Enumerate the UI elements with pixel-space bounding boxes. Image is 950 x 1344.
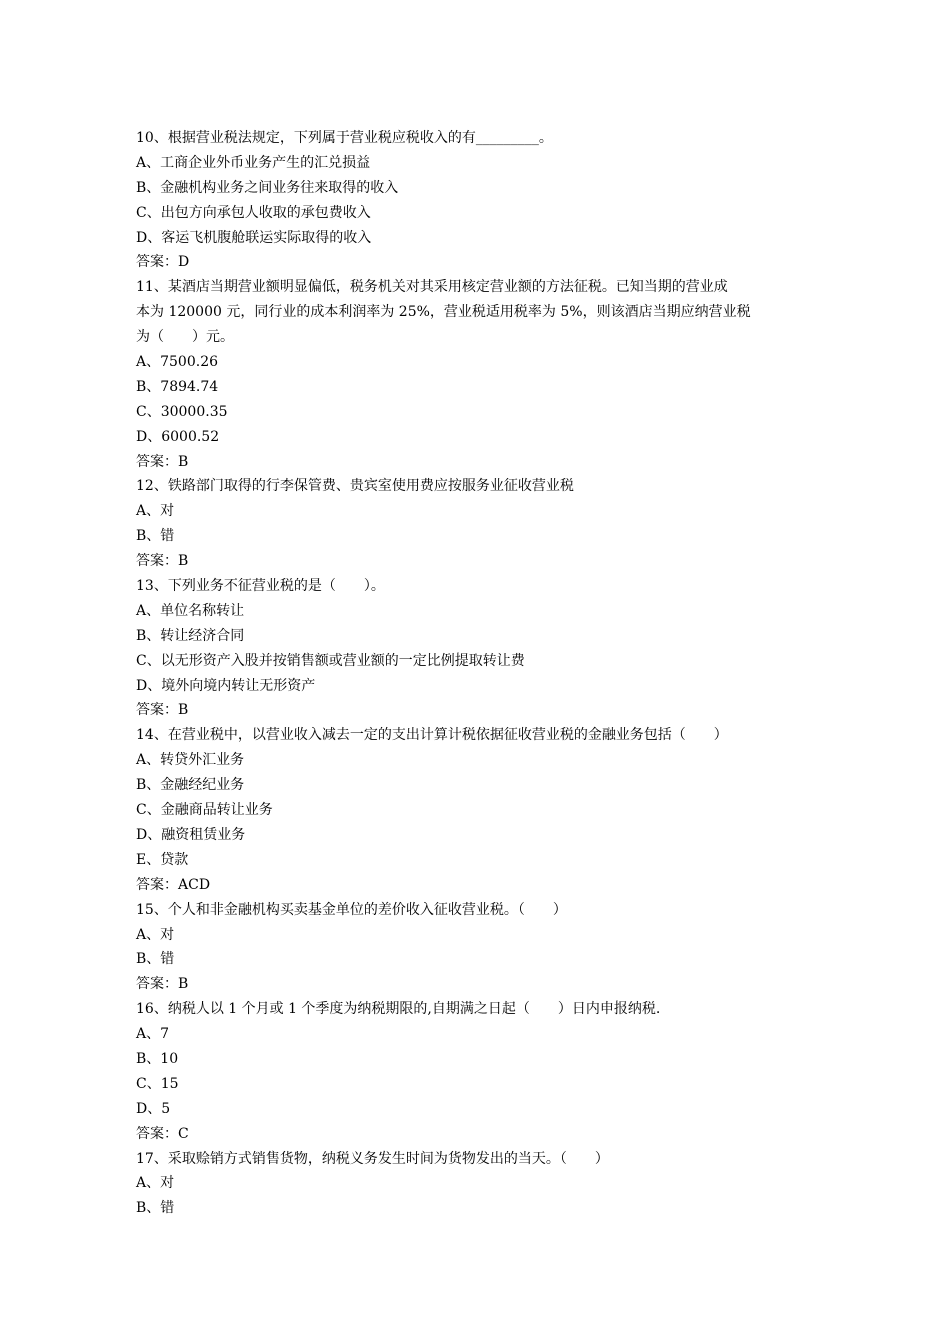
question-10 — [136, 126, 818, 275]
question-12 — [136, 474, 818, 574]
question-stem: 16、纳税人以 1 个月或 1 个季度为纳税期限的,自期满之日起（ ）日内申报纳税. — [136, 1001, 661, 1018]
option-a: A、7500.26 — [136, 354, 219, 371]
question-16 — [136, 997, 818, 1146]
question-11 — [136, 275, 818, 474]
answer: 答案：B — [136, 553, 189, 570]
option-b: B、错 — [136, 528, 175, 545]
option-b: B、错 — [136, 951, 175, 968]
option-c: C、金融商品转让业务 — [136, 802, 273, 819]
answer: 答案：B — [136, 453, 189, 470]
answer: 答案：C — [136, 1125, 189, 1142]
option-c: C、出包方向承包人收取的承包费收入 — [136, 204, 371, 221]
option-b: B、7894.74 — [136, 378, 219, 395]
option-d: D、境外向境内转让无形资产 — [136, 677, 316, 694]
question-13 — [136, 574, 818, 723]
question-stem-line-1: 11、某酒店当期营业额明显偏低，税务机关对其采用核定营业额的方法征税。已知当期的营业成 — [136, 279, 728, 296]
question-stem: 13、下列业务不征营业税的是（ ）。 — [136, 578, 385, 595]
option-b: B、错 — [136, 1200, 175, 1217]
option-b: B、金融经纪业务 — [136, 777, 245, 794]
question-list — [136, 126, 818, 1221]
option-d: D、客运飞机腹舱联运实际取得的收入 — [136, 229, 372, 246]
option-b: B、金融机构业务之间业务往来取得的收入 — [136, 179, 399, 196]
option-b: B、转让经济合同 — [136, 627, 245, 644]
option-d: D、6000.52 — [136, 428, 220, 445]
option-a: A、7 — [136, 1026, 170, 1043]
option-a: A、对 — [136, 1175, 175, 1192]
option-a: A、对 — [136, 503, 175, 520]
option-c: C、30000.35 — [136, 403, 228, 420]
answer: 答案：B — [136, 976, 189, 993]
question-stem: 14、在营业税中，以营业收入减去一定的支出计算计税依据征收营业税的金融业务包括（ ） — [136, 727, 728, 744]
option-a: A、工商企业外币业务产生的汇兑损益 — [136, 154, 371, 171]
question-14 — [136, 723, 818, 897]
option-a: A、转贷外汇业务 — [136, 752, 245, 769]
option-c: C、以无形资产入股并按销售额或营业额的一定比例提取转让费 — [136, 652, 525, 669]
question-15 — [136, 898, 818, 998]
question-17 — [136, 1147, 818, 1222]
option-d: D、5 — [136, 1100, 171, 1117]
option-b: B、10 — [136, 1050, 179, 1067]
question-stem: 10、根据营业税法规定，下列属于营业税应税收入的有_________。 — [136, 130, 553, 146]
question-stem-line-3: 为（ ）元。 — [136, 329, 234, 346]
option-a: A、单位名称转让 — [136, 602, 245, 619]
question-stem-line-2: 本为 120000 元，同行业的成本利润率为 25%，营业税适用税率为 5%，则该酒店当期应纳营业税 — [136, 304, 751, 321]
option-e: E、贷款 — [136, 851, 189, 868]
answer: 答案：D — [136, 254, 190, 271]
answer: 答案：B — [136, 702, 189, 719]
question-stem: 15、个人和非金融机构买卖基金单位的差价收入征收营业税。（ ） — [136, 901, 567, 918]
option-c: C、15 — [136, 1075, 179, 1092]
question-stem: 17、采取赊销方式销售货物，纳税义务发生时间为货物发出的当天。（ ） — [136, 1150, 609, 1167]
answer: 答案：ACD — [136, 876, 211, 893]
option-d: D、融资租赁业务 — [136, 826, 246, 843]
question-stem: 12、铁路部门取得的行李保管费、贵宾室使用费应按服务业征收营业税 — [136, 478, 574, 495]
option-a: A、对 — [136, 926, 175, 943]
